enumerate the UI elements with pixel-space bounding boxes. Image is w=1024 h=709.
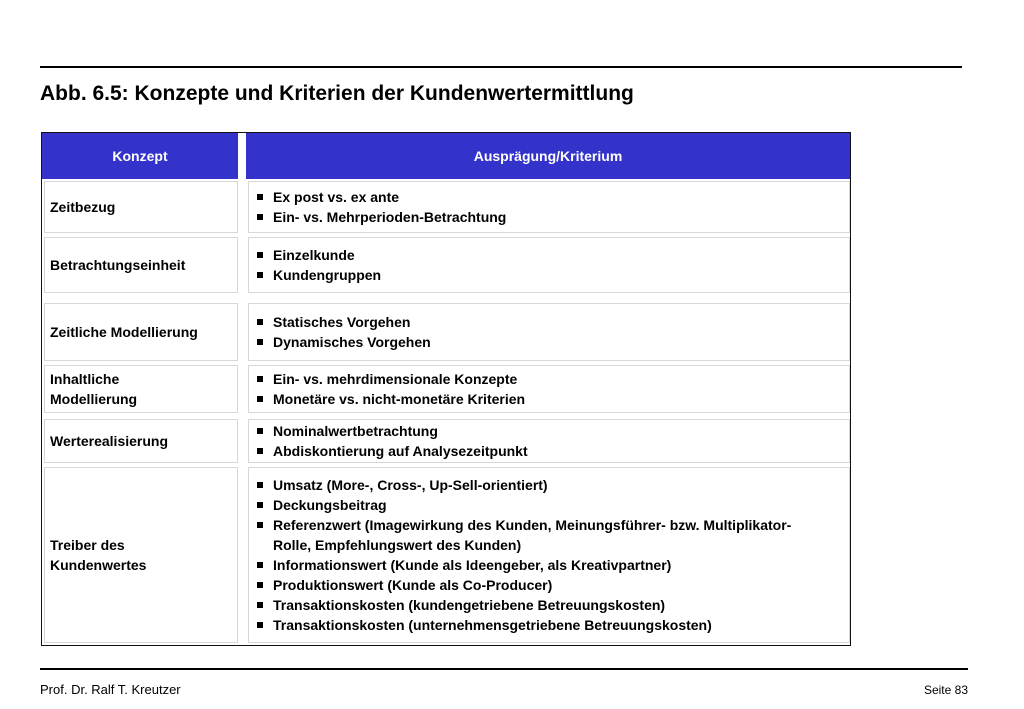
header-criterion: Ausprägung/Kriterium — [246, 133, 850, 179]
list-item: Statisches Vorgehen — [257, 312, 849, 332]
bullet-square-icon — [257, 482, 263, 488]
bullet-square-icon — [257, 214, 263, 220]
concept-table — [41, 132, 851, 646]
list-item: Nominalwertbetrachtung — [257, 421, 849, 441]
list-item: Ex post vs. ex ante — [257, 187, 849, 207]
bottom-rule — [40, 668, 968, 670]
row-criteria-zeitbezug — [248, 181, 850, 233]
bullet-square-icon — [257, 502, 263, 508]
row-criteria-zeitliche-modellierung — [248, 303, 850, 361]
list-item: Transaktionskosten (kundengetriebene Betreuungskosten) — [257, 595, 849, 615]
bullet-square-icon — [257, 319, 263, 325]
bullet-square-icon — [257, 252, 263, 258]
bullet-square-icon — [257, 448, 263, 454]
list-item: Umsatz (More-, Cross-, Up-Sell-orientiert) — [257, 475, 849, 495]
list-item: Abdiskontierung auf Analysezeitpunkt — [257, 441, 849, 461]
bullet-square-icon — [257, 194, 263, 200]
footer-page-number: Seite 83 — [923, 683, 968, 697]
header-concept: Konzept — [42, 133, 238, 179]
row-concept-inhaltliche-modellierung — [44, 365, 238, 413]
row-concept-zeitliche-modellierung — [44, 303, 238, 361]
bullet-square-icon — [257, 376, 263, 382]
bullet-square-icon — [257, 562, 263, 568]
bullet-square-icon — [257, 272, 263, 278]
row-criteria-betrachtungseinheit — [248, 237, 850, 293]
row-concept-label: Treiber des Kundenwertes — [50, 537, 147, 573]
row-concept-label: Inhaltliche Modellierung — [50, 371, 138, 407]
row-concept-label: Werterealisierung — [50, 433, 169, 449]
list-item: Ein- vs. Mehrperioden-Betrachtung — [257, 207, 849, 227]
list-item: Monetäre vs. nicht-monetäre Kriterien — [257, 389, 849, 409]
row-concept-label: Zeitbezug — [50, 199, 116, 215]
page-title: Abb. 6.5: Konzepte und Kriterien der Kundenwertermittlung — [40, 82, 634, 105]
bullet-square-icon — [257, 602, 263, 608]
column-separator — [238, 133, 246, 645]
row-concept-betrachtungseinheit — [44, 237, 238, 293]
list-item: Dynamisches Vorgehen — [257, 332, 849, 352]
list-item: Kundengruppen — [257, 265, 849, 285]
list-item: Deckungsbeitrag — [257, 495, 849, 515]
row-concept-werterealisierung — [44, 419, 238, 463]
bullet-square-icon — [257, 428, 263, 434]
list-item: Ein- vs. mehrdimensionale Konzepte — [257, 369, 849, 389]
row-concept-label: Betrachtungseinheit — [50, 257, 186, 273]
top-rule — [40, 66, 962, 68]
list-item: Transaktionskosten (unternehmensgetriebene Betreuungskosten) — [257, 615, 849, 635]
row-concept-zeitbezug — [44, 181, 238, 233]
row-criteria-werterealisierung — [248, 419, 850, 463]
list-item: Einzelkunde — [257, 245, 849, 265]
footer-author: Prof. Dr. Ralf T. Kreutzer — [40, 682, 181, 697]
list-item: Referenzwert (Imagewirkung des Kunden, Meinungsführer- bzw. Multiplikator-Rolle, Empfehlungswert des Kunden) — [257, 515, 849, 555]
row-concept-treiber — [44, 467, 238, 643]
bullet-square-icon — [257, 339, 263, 345]
row-criteria-inhaltliche-modellierung — [248, 365, 850, 413]
row-criteria-treiber — [248, 467, 850, 643]
bullet-square-icon — [257, 622, 263, 628]
bullet-square-icon — [257, 396, 263, 402]
list-item: Informationswert (Kunde als Ideengeber, als Kreativpartner) — [257, 555, 849, 575]
list-item: Produktionswert (Kunde als Co-Producer) — [257, 575, 849, 595]
row-concept-label: Zeitliche Modellierung — [50, 324, 198, 340]
bullet-square-icon — [257, 582, 263, 588]
bullet-square-icon — [257, 522, 263, 528]
